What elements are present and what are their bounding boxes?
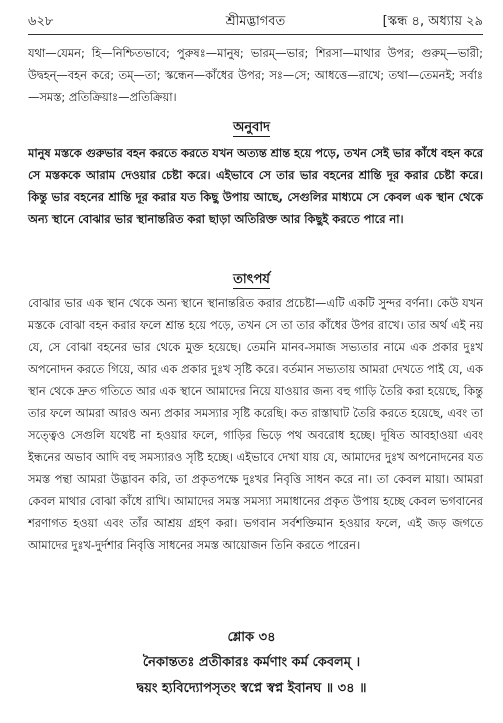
verse-heading: শ্লোক ৩৪ xyxy=(227,630,276,645)
verse-line-1: নৈকান্ততঃ প্রতীকারঃ কর্মণাং কর্ম কেবলম্ । xyxy=(142,655,361,670)
verse-line-2: দ্বয়ং হ্যবিদ্যোপসৃতং স্বপ্নে স্বপ্ন ইবানঘ ॥ ৩৪ ॥ xyxy=(136,681,367,696)
purport-heading-text: তাৎপর্য xyxy=(233,272,270,287)
purport-paragraph: বোঝার ভার এক স্থান থেকে অন্য স্থানে স্থানান্তরিত করার প্রচেষ্টা—এটি একটি সুন্দর বর্ণনা। কেউ যখন মস্তকে বোঝা বহন করার ফলে শ্রান্ত হয়ে পড়ে, তখন সে তা তার কাঁধের উপর রাখে। তার অর্থ এই নয় যে, সে বোঝা বহনের ভার থেকে মুক্ত হয়েছে। তেমনি মানব-সমাজ সভ্যতার নামে এক প্রকার দুঃখ অপনোদন করতে গিয়ে, আর এক প্রকার দুঃখ সৃষ্টি করে। বর্তমান সভ্যতায় আমরা দেখতে পাই যে, এক স্থান থেকে দ্রুত গতিতে আর এক স্থানে আমাদের নিয়ে যাওয়ার জন্য বহু গাড়ি তৈরি করা হয়েছে, কিন্তু তার ফলে আমরা আরও অন্য প্রকার সমস্যার সৃষ্টি করেছি। কত রাস্তাঘাট তৈরি করতে হয়েছে, এবং তা সত্ত্বেও সেগুলি যথেষ্ট না হওয়ার ফলে, গাড়ির ভিড়ে পথ অবরোধ হচ্ছে। দূষিত আবহাওয়া এবং ইন্ধনের অভাব আদি বহু সমস্যারও সৃষ্টি হচ্ছে। এইভাবে দেখা যায় যে, আমাদের দুঃখ অপনোদনের যত সমস্ত পন্থা আমরা উদ্ভাবন করি, তা প্রকৃতপক্ষে দুঃখর নিবৃত্তি সাধন করে না। তা কেবল মায়া। আমরা কেবল মাথার বোঝা কাঁধে রাখি। আমাদের সমস্ত সমস্যা সমাধানের প্রকৃত উপায় হচ্ছে কেবল ভগবানের শরণাগত হওয়া এবং তাঁর আশ্রয় গ্রহণ করা। ভগবান সর্বশক্তিমান হওয়ার ফলে, এই জড় জগতে আমাদের দুঃখ-দুর্দশার নিবৃত্তি সাধনের সমস্ত আয়োজন তিনি করতে পারেন। xyxy=(28,296,487,552)
translation-paragraph: মানুষ মস্তকে গুরুভার বহন করতে করতে যখন অত্যন্ত শ্রান্ত হয়ে পড়ে, তখন সেই ভার কাঁধে বহন করে সে মস্তককে আরাম দেওয়ার চেষ্টা করে। এইভাবে সে তার ভার বহনের শ্রান্তি দূর করার চেষ্টা করে। কিন্তু ভার বহনের শ্রান্তি দূর করার যত কিছু উপায় আছে, সেগুলির মাধ্যমে সে কেবল এক স্থান থেকে অন্য স্থানে বোঝার ভার স্থানান্তরিত করা ছাড়া অতিরিক্ত আর কিছুই করতে পারে না। xyxy=(28,146,487,226)
page-header xyxy=(28,10,483,32)
verse-text xyxy=(0,650,503,702)
page-number: ৬২৮ xyxy=(28,14,54,29)
header-divider xyxy=(28,34,483,35)
translation-heading-text: অনুবাদ xyxy=(233,120,270,135)
purport-heading xyxy=(0,270,503,291)
section-reference: [স্কন্ধ ৪, অধ্যায় ২৯ xyxy=(382,14,483,29)
translation-heading xyxy=(0,118,503,139)
book-title: শ্রীমদ্ভাগবত xyxy=(225,14,286,29)
synonyms-paragraph: যথা—যেমন; হি—নিশ্চিতভাবে; পুরুষঃ—মানুষ; ভারম্—ভার; শিরসা—মাথার উপর; গুরুম্—ভারী; উদ্বহন্—বহন করে; তম্—তা; স্কন্ধেন—কাঁধের উপর; সঃ—সে; আধত্তে—রাখে; তথা—তেমনই; সর্বাঃ—সমস্ত; প্রতিক্রিয়াঃ—প্রতিক্রিয়া। xyxy=(28,46,487,104)
